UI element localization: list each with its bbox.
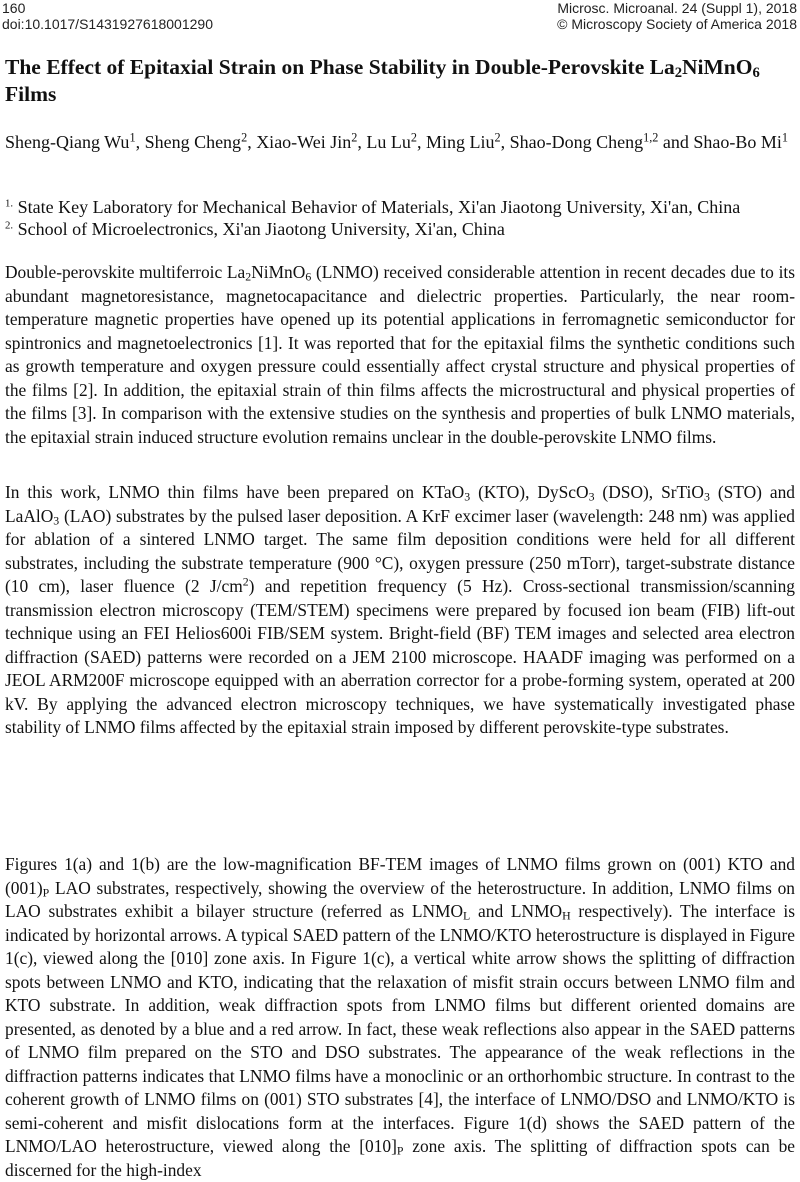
page-number: 160 (2, 0, 26, 16)
paper-title: The Effect of Epitaxial Strain on Phase Stability in Double-Perovskite $La_2NiMnO_6$ Films (5, 55, 760, 106)
journal-citation: Microsc. Microanal. 24 (Suppl 1), 2018 (557, 0, 797, 16)
paragraph-results: Figures 1(a) and 1(b) are the low-magnification BF-TEM images of LNMO films grown on (001) KTO and $(001)_P$ LAO substrates, respectively, showing the overview of the heterostructure. In addition, LNMO films on LAO substrates exhibit a bilayer structure (referred as $LNMO_L$ and $LNMO_H$ respectively). The interface is indicated by horizontal arrows. A typical SAED pattern of the LNMO/KTO heterostructure is displayed in Figure 1(c), viewed along the [010] zone axis. In Figure 1(c), a vertical white arrow shows the splitting of diffraction spots between LNMO and KTO, indicating that the relaxation of misfit strain occurs between LNMO film and KTO substrate. In addition, weak diffraction spots from LNMO films but different oriented domains are presented, as denoted by a blue and a red arrow. In fact, these weak reflections also appear in the SAED patterns of LNMO film prepared on the STO and DSO substrates. The appearance of the weak reflections in the diffraction patterns indicates that LNMO films have a monoclinic or an orthorhombic structure. In contrast to the coherent growth of LNMO films on (001) STO substrates [4], the interface of LNMO/DSO and LNMO/KTO is semi-coherent and misfit dislocations form at the interfaces. Figure 1(d) shows the SAED pattern of the LNMO/LAO heterostructure, viewed along the $[010]_P$ zone axis. The splitting of diffraction spots can be discerned for the high-index (5, 854, 796, 1180)
author: Ming Liu (425, 132, 495, 152)
copyright: © Microscopy Society of America 2018 (557, 16, 797, 32)
affiliation-2: $^{2.}$ School of Microelectronics, Xi'an Jiaotong University, Xi'an, China (5, 219, 505, 239)
author: Sheng-Qiang Wu (5, 132, 130, 152)
paragraph-introduction: Double-perovskite multiferroic $La_2NiMnO_6$ (LNMO) received considerable attention in recent decades due to its abundant magnetoresistance, magnetocapacitance and dielectric properties. Particularly, the near room-temperature magnetic properties have opened up its potential applications in ferromagnetic semiconductor for spintronics and magnetoelectronics [1]. It was reported that for the epitaxial films the synthetic conditions such as growth temperature and oxygen pressure could essentially affect crystal structure and physical properties of the films [2]. In addition, the epitaxial strain of thin films affects the microstructural and physical properties of the films [3]. In comparison with the extensive studies on the synthesis and properties of bulk LNMO materials, the epitaxial strain induced structure evolution remains unclear in the double-perovskite LNMO films. (5, 262, 795, 447)
author: Sheng Cheng (144, 132, 242, 152)
doi: doi:10.1017/S1431927618001290 (2, 16, 213, 32)
author: Xiao-Wei Jin (256, 132, 352, 152)
paragraph-methods: In this work, LNMO thin films have been prepared on KTaO$_3$ (KTO), DyScO$_3$ (DSO), SrTiO$_3$ (STO) and LaAlO$_3$ (LAO) substrates by the pulsed laser deposition. A KrF excimer laser (wavelength: 248 nm) was applied for ablation of a sintered LNMO target. The same film deposition conditions were held for all different substrates, including the substrate temperature (900 °C), oxygen pressure (250 mTorr), target-substrate distance (10 cm), laser fluence (2 $J/cm^2$) and repetition frequency (5 Hz). Cross-sectional transmission/scanning transmission electron microscopy (TEM/STEM) specimens were prepared by focused ion beam (FIB) lift-out technique using an FEI Helios600i FIB/SEM system. Bright-field (BF) TEM images and selected area electron diffraction (SAED) patterns were recorded on a JEM 2100 microscope. HAADF imaging was performed on a JEOL ARM200F microscope equipped with an aberration corrector for a probe-forming system, operated at 200 kV. By applying the advanced electron microscopy techniques, we have systematically investigated phase stability of LNMO films affected by the epitaxial strain imposed by different perovskite-type substrates. (5, 482, 795, 737)
author: Lu Lu (366, 132, 411, 152)
author: Shao-Dong Cheng (509, 132, 644, 152)
affiliation-1: $^{1.}$ State Key Laboratory for Mechanical Behavior of Materials, Xi'an Jiaotong University, Xi'an, China (5, 197, 741, 217)
author-list: Sheng-Qiang Wu$^1$, Sheng Cheng$^2$, Xiao-Wei Jin$^2$, Lu Lu$^2$, Ming Liu$^2$, Shao-Dong Cheng$^{1,2}$ and Shao-Bo Mi$^1$ (5, 130, 789, 152)
author: Shao-Bo Mi (693, 132, 782, 152)
